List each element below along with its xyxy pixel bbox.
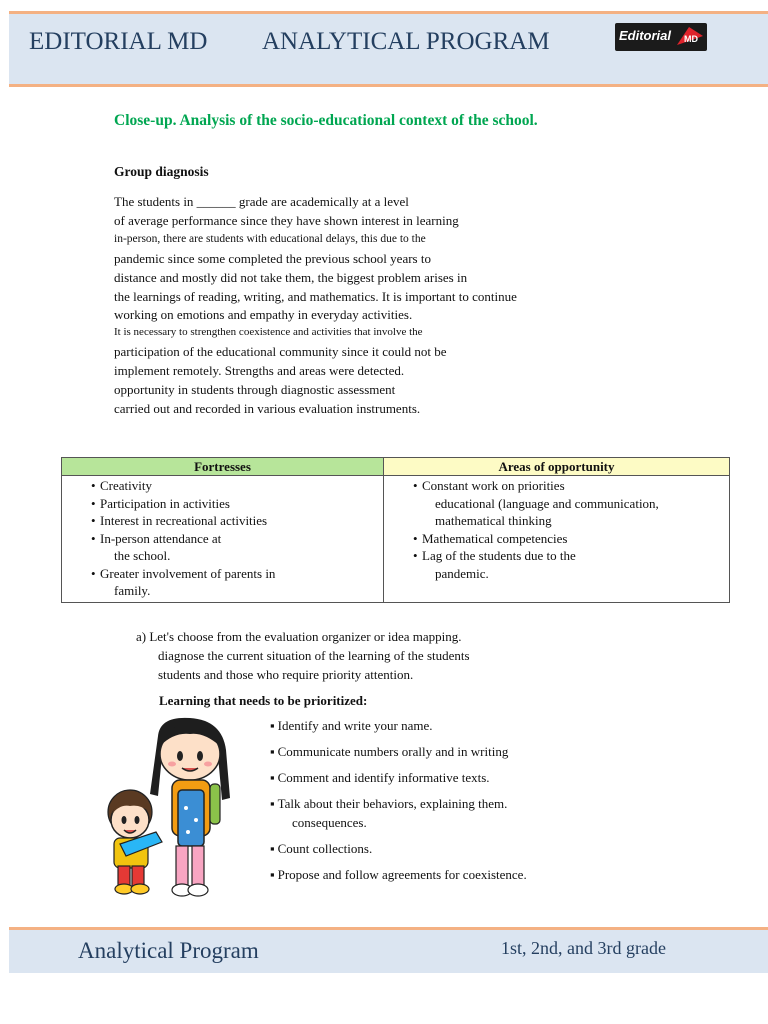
header-program-title: ANALYTICAL PROGRAM xyxy=(262,28,550,55)
paragraph-line: the learnings of reading, writing, and mathematics. It is important to continue xyxy=(114,289,517,304)
priority-item: ▪ Comment and identify informative texts. xyxy=(270,770,490,785)
option-a-line: a) Let's choose from the evaluation organizer or idea mapping. xyxy=(136,629,462,644)
group-diagnosis-heading: Group diagnosis xyxy=(114,164,209,179)
paragraph-line: working on emotions and empathy in everyday activities. xyxy=(114,307,413,322)
header-publisher: EDITORIAL MD xyxy=(29,28,208,55)
option-a-line: students and those who require priority attention. xyxy=(158,667,414,682)
option-a-line: diagnose the current situation of the learning of the students xyxy=(158,648,470,663)
opportunity-item: • Constant work on priorities educational (language and communication, mathematical thinking xyxy=(413,478,659,528)
logo-text: Editorial xyxy=(619,28,672,43)
fortress-item: • Creativity xyxy=(91,478,152,493)
paragraph-line: pandemic since some completed the previous school years to xyxy=(114,251,431,266)
opportunity-header: Areas of opportunity xyxy=(384,458,730,476)
fortress-item: • Interest in recreational activities xyxy=(91,513,268,528)
priority-item: ▪ Talk about their behaviors, explaining them. xyxy=(270,796,508,811)
priority-item: ▪ Count collections. xyxy=(270,841,373,856)
page-header xyxy=(9,11,768,87)
children-illustration xyxy=(100,716,260,898)
paragraph-line: carried out and recorded in various evaluation instruments. xyxy=(114,401,421,416)
paragraph-line: The students in ______ grade are academically at a level xyxy=(114,194,409,209)
option-a-text xyxy=(136,627,548,684)
paragraph-line: of average performance since they have shown interest in learning xyxy=(114,213,459,228)
fortress-item: • Participation in activities xyxy=(91,495,230,511)
page-footer xyxy=(9,927,768,973)
fortress-item: • Greater involvement of parents in family. xyxy=(91,565,276,598)
fortresses-header: Fortresses xyxy=(62,458,384,476)
paragraph-line: in-person, there are students with educational delays, this due to the xyxy=(114,233,426,245)
svg-text:MD: MD xyxy=(684,34,698,44)
editorial-md-logo xyxy=(615,23,707,51)
footer-program-name: Analytical Program xyxy=(78,938,259,963)
girl-figure xyxy=(150,718,230,896)
priorities-heading: Learning that needs to be prioritized: xyxy=(159,693,368,708)
opportunity-item: • Mathematical competencies xyxy=(413,530,568,546)
paragraph-line: implement remotely. Strengths and areas were detected. xyxy=(114,363,405,378)
priority-item: ▪ Propose and follow agreements for coexistence. xyxy=(270,867,527,882)
priority-item: ▪ Identify and write your name. xyxy=(270,718,433,733)
diagnosis-paragraph xyxy=(114,192,564,418)
priority-item: ▪ Communicate numbers orally and in writing xyxy=(270,744,509,759)
paragraph-line: distance and mostly did not take them, the biggest problem arises in xyxy=(114,270,468,285)
boy-figure xyxy=(108,790,162,894)
paragraph-line: opportunity in students through diagnostic assessment xyxy=(114,382,396,397)
footer-grades: 1st, 2nd, and 3rd grade xyxy=(501,938,666,958)
fortresses-cell xyxy=(62,476,384,603)
opportunity-item: • Lag of the students due to the pandemic. xyxy=(413,548,576,581)
paragraph-line: participation of the educational community since it could not be xyxy=(114,344,447,359)
fortress-item: • In-person attendance at the school. xyxy=(91,530,222,563)
priority-item-continuation: consequences. xyxy=(292,815,367,830)
strengths-opportunities-table xyxy=(61,457,730,603)
logo-badge-icon xyxy=(675,25,705,47)
paragraph-line: It is necessary to strengthen coexistence and activities that involve the xyxy=(114,326,423,338)
opportunity-cell xyxy=(384,476,730,603)
section-title: Close-up. Analysis of the socio-educational context of the school. xyxy=(114,112,538,129)
